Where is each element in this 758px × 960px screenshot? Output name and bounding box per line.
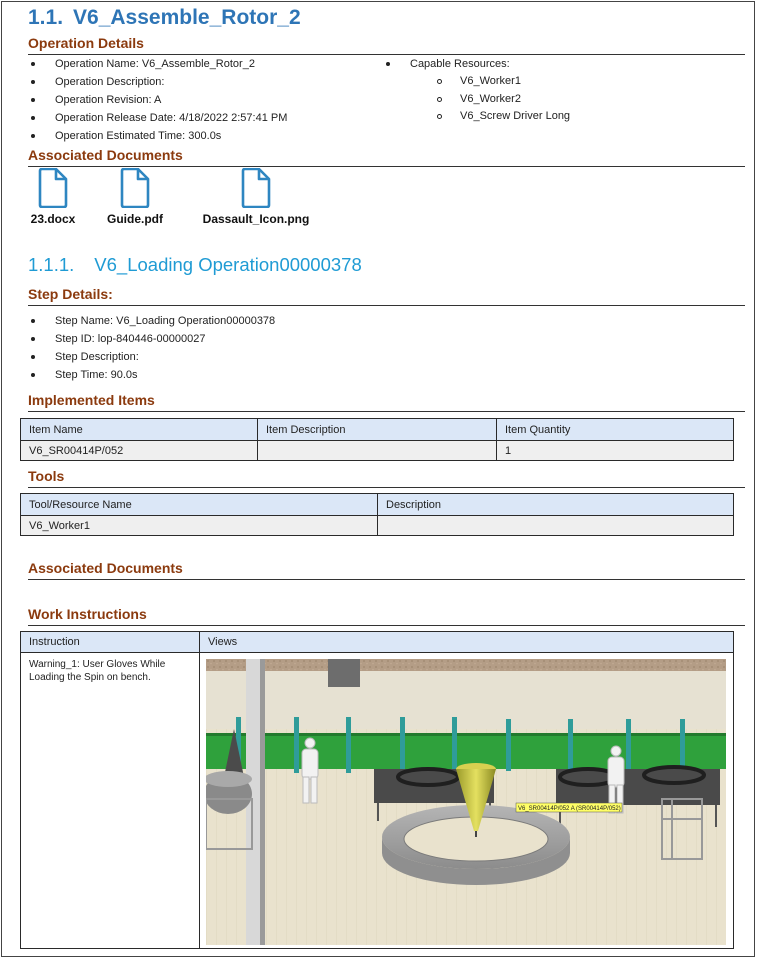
table-cell: 1 <box>497 441 734 461</box>
column-header: Item Quantity <box>497 419 734 441</box>
column-header: Description <box>378 494 734 516</box>
implemented-items-heading: Implemented Items <box>28 391 745 412</box>
document-label: 23.docx <box>30 212 76 226</box>
operation-title-text: V6_Assemble_Rotor_2 <box>73 6 301 29</box>
work-instructions-table <box>20 631 734 949</box>
list-item: V6_Screw Driver Long <box>434 108 570 126</box>
tools-table <box>20 493 734 536</box>
column-header: Instruction <box>21 632 199 653</box>
table-cell: V6_Worker1 <box>21 516 378 536</box>
factory-scene-illustration <box>206 659 726 945</box>
column-header: Views <box>200 632 733 653</box>
document-guide-pdf[interactable] <box>100 168 170 226</box>
table-header-row <box>21 494 734 516</box>
table-cell <box>378 516 734 536</box>
document-23-docx[interactable] <box>26 168 80 226</box>
capable-resources-sublist <box>434 73 570 126</box>
work-view-image[interactable] <box>206 659 726 945</box>
list-item: Step ID: lop-840446-00000027 <box>28 330 275 348</box>
document-label: Guide.pdf <box>107 212 163 226</box>
list-item: Step Name: V6_Loading Operation00000378 <box>28 312 275 330</box>
list-item: V6_Worker2 <box>434 91 570 109</box>
capable-resources-list <box>383 55 510 73</box>
view-tag-label: V6_SR00414P/052 A (SR00414P/052) <box>518 806 621 812</box>
table-cell: V6_SR00414P/052 <box>21 441 258 461</box>
tools-heading: Tools <box>28 467 745 488</box>
step-number: 1.1.1. <box>28 254 75 275</box>
file-icon <box>241 168 271 208</box>
list-item: V6_Worker1 <box>434 73 570 91</box>
column-header: Item Description <box>258 419 497 441</box>
operation-details-list <box>28 55 287 145</box>
document-dassault-icon-png[interactable] <box>194 168 318 226</box>
step-details-list <box>28 312 275 384</box>
table-row <box>21 516 734 536</box>
table-row <box>21 441 734 461</box>
list-item: Operation Description: <box>28 73 287 91</box>
list-item: Step Time: 90.0s <box>28 366 275 384</box>
step-title <box>28 254 362 276</box>
operation-title <box>28 6 301 30</box>
list-item: Operation Revision: A <box>28 91 287 109</box>
list-item: Operation Release Date: 4/18/2022 2:57:41 PM <box>28 109 287 127</box>
list-item: Step Description: <box>28 348 275 366</box>
capable-resources-label: Capable Resources: <box>383 55 510 73</box>
list-item: Operation Name: V6_Assemble_Rotor_2 <box>28 55 287 73</box>
document-label: Dassault_Icon.png <box>202 212 310 226</box>
table-cell <box>258 441 497 461</box>
file-icon <box>120 168 150 208</box>
associated-documents <box>26 168 526 238</box>
work-instructions-heading: Work Instructions <box>28 605 745 626</box>
step-title-text: V6_Loading Operation00000378 <box>94 254 362 275</box>
step-associated-documents-heading: Associated Documents <box>28 559 745 580</box>
file-icon <box>38 168 68 208</box>
column-header: Tool/Resource Name <box>21 494 378 516</box>
column-header: Item Name <box>21 419 258 441</box>
list-item: Operation Estimated Time: 300.0s <box>28 127 287 145</box>
operation-details-heading: Operation Details <box>28 34 745 55</box>
instruction-text: Warning_1: User Gloves While Loading the Spin on bench. <box>29 659 166 683</box>
implemented-items-table <box>20 418 734 461</box>
associated-documents-heading: Associated Documents <box>28 146 745 167</box>
table-header-row <box>21 419 734 441</box>
operation-number: 1.1. <box>28 6 64 29</box>
step-details-heading: Step Details: <box>28 285 745 306</box>
